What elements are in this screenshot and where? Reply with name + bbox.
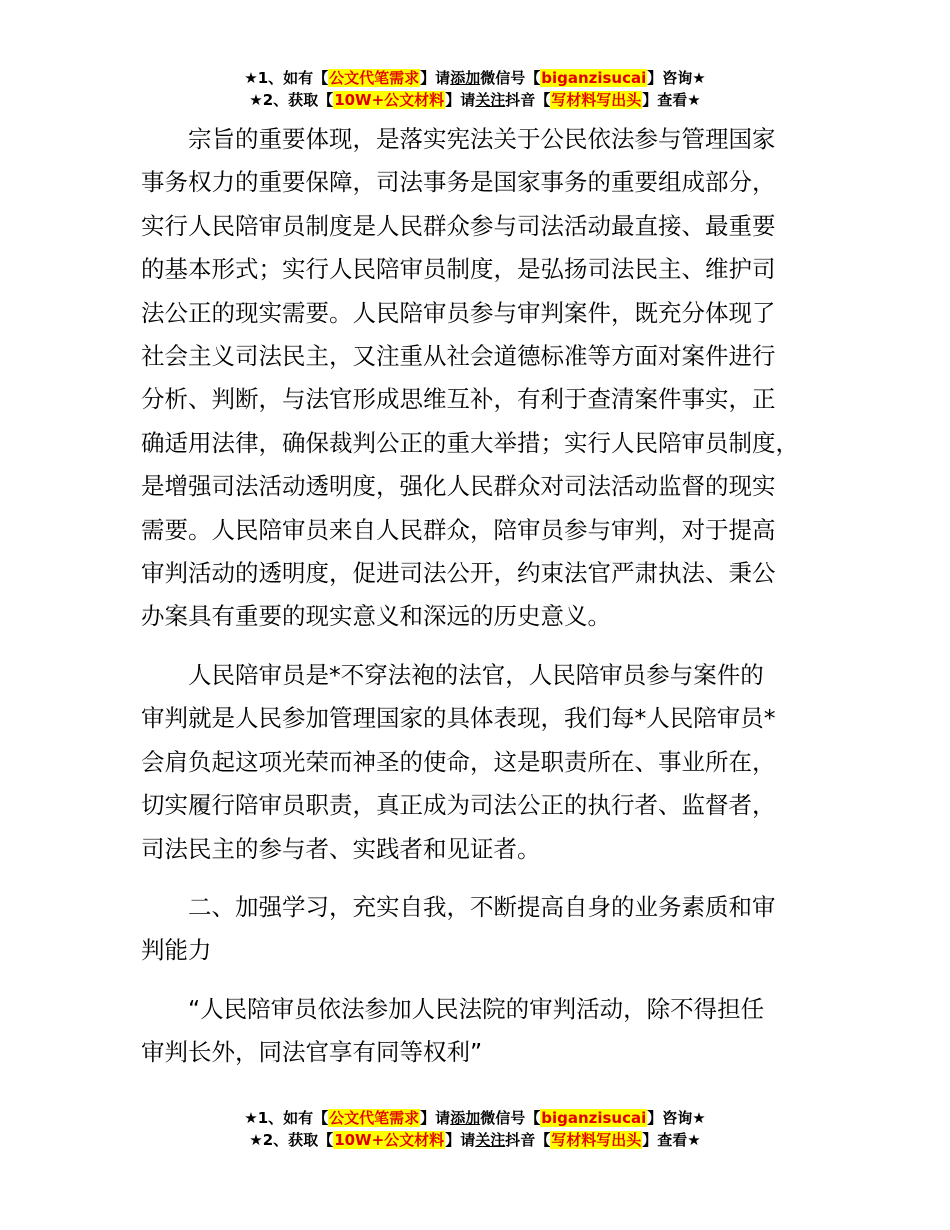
paragraph-gap: [141, 871, 831, 886]
text-line: 二、加强学习，充实自我，不断提高自身的业务素质和审: [188, 892, 776, 921]
text-line: 确适用法律，确保裁判公正的重大举措；实行人民陪审员制度，: [141, 428, 799, 457]
banner-text: 】请: [420, 1109, 451, 1127]
banner-text: 】请: [445, 91, 476, 109]
highlight-materials: 10W+公文材料: [334, 91, 445, 109]
footer-banner: [0, 1107, 950, 1151]
banner-underlined: 关注: [475, 1131, 506, 1149]
text-line: 人民陪审员是*不穿法袍的法官，人民陪审员参与案件的: [188, 660, 764, 689]
text-line: 会肩负起这项光荣而神圣的使命，这是职责所在、事业所在，: [141, 747, 776, 776]
banner-underlined: 添加: [450, 1109, 481, 1127]
banner-underlined: 关注: [475, 91, 506, 109]
paragraph-2: [141, 654, 831, 871]
highlight-service: 公文代笔需求: [329, 1109, 420, 1127]
text-line: 事务权力的重要保障，司法事务是国家事务的重要组成部分，: [141, 168, 776, 197]
text-line: “人民陪审员依法参加人民法院的审判活动，除不得担任: [188, 994, 765, 1023]
banner-text: 】请: [420, 69, 451, 87]
paragraph-1: [141, 118, 831, 639]
highlight-wechat-id: biganzisucai: [541, 69, 647, 87]
text-line: 审判活动的透明度，促进司法公开，约束法官严肃执法、秉公: [141, 559, 776, 588]
banner-text: 】查看★: [642, 91, 701, 109]
banner-text: 抖音【: [505, 1131, 551, 1149]
highlight-service: 公文代笔需求: [329, 69, 420, 87]
banner-text: ★1、如有【: [244, 69, 329, 87]
banner-text: 微信号【: [480, 1109, 541, 1127]
highlight-douyin-account: 写材料写出头: [551, 91, 642, 109]
text-line: 社会主义司法民主，又注重从社会道德标准等方面对案件进行: [141, 342, 776, 371]
footer-banner-line-2: [0, 1129, 950, 1151]
text-line: 判能力: [141, 936, 212, 965]
paragraph-quote: [141, 988, 831, 1075]
header-banner-line-2: [0, 89, 950, 111]
banner-text: ★2、获取【: [249, 91, 334, 109]
paragraph-gap: [141, 973, 831, 988]
text-line: 是增强司法活动透明度，强化人民群众对司法活动监督的现实: [141, 472, 776, 501]
text-line: 的基本形式；实行人民陪审员制度，是弘扬司法民主、维护司: [141, 255, 776, 284]
document-body: [141, 118, 831, 1075]
banner-text: ★2、获取【: [249, 1131, 334, 1149]
banner-text: 抖音【: [505, 91, 551, 109]
banner-text: 】请: [445, 1131, 476, 1149]
header-banner-line-1: [0, 67, 950, 89]
text-line: 分析、判断，与法官形成思维互补，有利于查清案件事实，正: [141, 385, 776, 414]
text-line: 法公正的现实需要。人民陪审员参与审判案件，既充分体现了: [141, 298, 776, 327]
highlight-wechat-id: biganzisucai: [541, 1109, 647, 1127]
paragraph-gap: [141, 639, 831, 654]
highlight-douyin-account: 写材料写出头: [551, 1131, 642, 1149]
text-line: 审判就是人民参加管理国家的具体表现，我们每*人民陪审员*: [141, 704, 776, 733]
highlight-materials: 10W+公文材料: [334, 1131, 445, 1149]
banner-text: ★1、如有【: [244, 1109, 329, 1127]
footer-banner-line-1: [0, 1107, 950, 1129]
banner-text: 】查看★: [642, 1131, 701, 1149]
banner-text: 】咨询★: [647, 69, 706, 87]
text-line: 实行人民陪审员制度是人民群众参与司法活动最直接、最重要: [141, 211, 776, 240]
header-banner: [0, 67, 950, 111]
text-line: 办案具有重要的现实意义和深远的历史意义。: [141, 602, 611, 631]
banner-text: 】咨询★: [647, 1109, 706, 1127]
text-line: 审判长外，同法官享有同等权利”: [141, 1038, 483, 1067]
banner-text: 微信号【: [480, 69, 541, 87]
text-line: 需要。人民陪审员来自人民群众，陪审员参与审判，对于提高: [141, 515, 776, 544]
text-line: 司法民主的参与者、实践者和见证者。: [141, 834, 541, 863]
banner-underlined: 添加: [450, 69, 481, 87]
section-heading: [141, 886, 831, 973]
text-line: 切实履行陪审员职责，真正成为司法公正的执行者、监督者，: [141, 791, 776, 820]
text-line: 宗旨的重要体现，是落实宪法关于公民依法参与管理国家: [188, 125, 776, 153]
